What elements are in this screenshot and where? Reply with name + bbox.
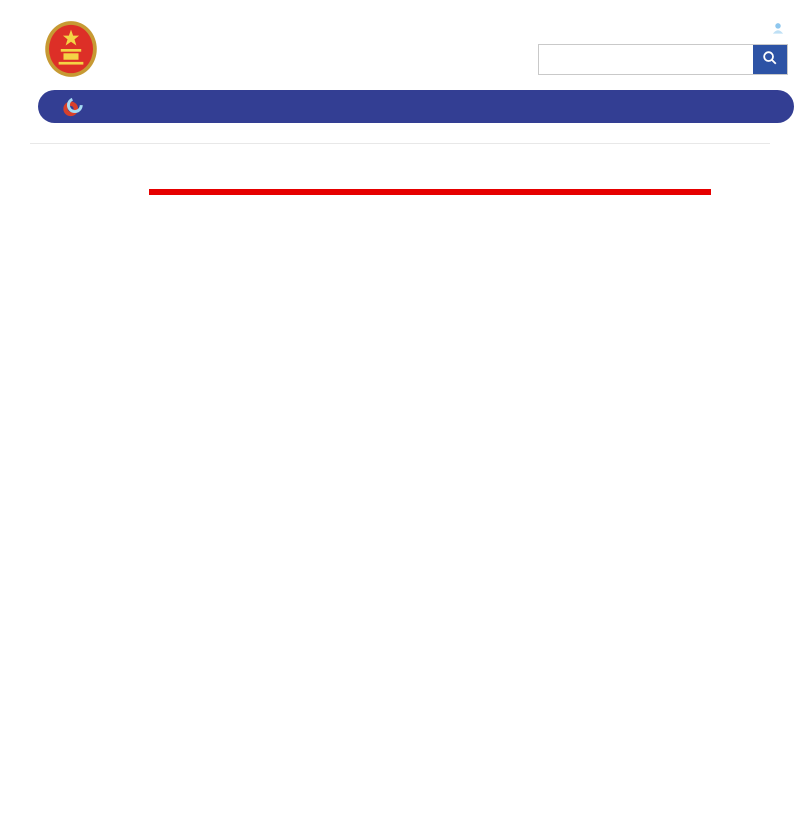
site-header <box>0 0 800 90</box>
search-box <box>538 44 788 75</box>
article <box>0 143 800 189</box>
magnifier-icon <box>762 50 778 69</box>
article-meta <box>30 153 770 165</box>
sunshine-mascot-icon <box>772 22 784 35</box>
main-nav <box>38 90 794 123</box>
highlight-box <box>149 189 711 195</box>
brand[interactable] <box>44 20 108 83</box>
search-input[interactable] <box>539 45 753 74</box>
miit-gear-logo-icon <box>62 96 84 118</box>
search-button[interactable] <box>753 45 787 74</box>
title-divider <box>30 143 770 144</box>
national-emblem-icon <box>44 20 98 83</box>
header-right <box>538 20 788 75</box>
quick-links-row <box>538 22 788 35</box>
